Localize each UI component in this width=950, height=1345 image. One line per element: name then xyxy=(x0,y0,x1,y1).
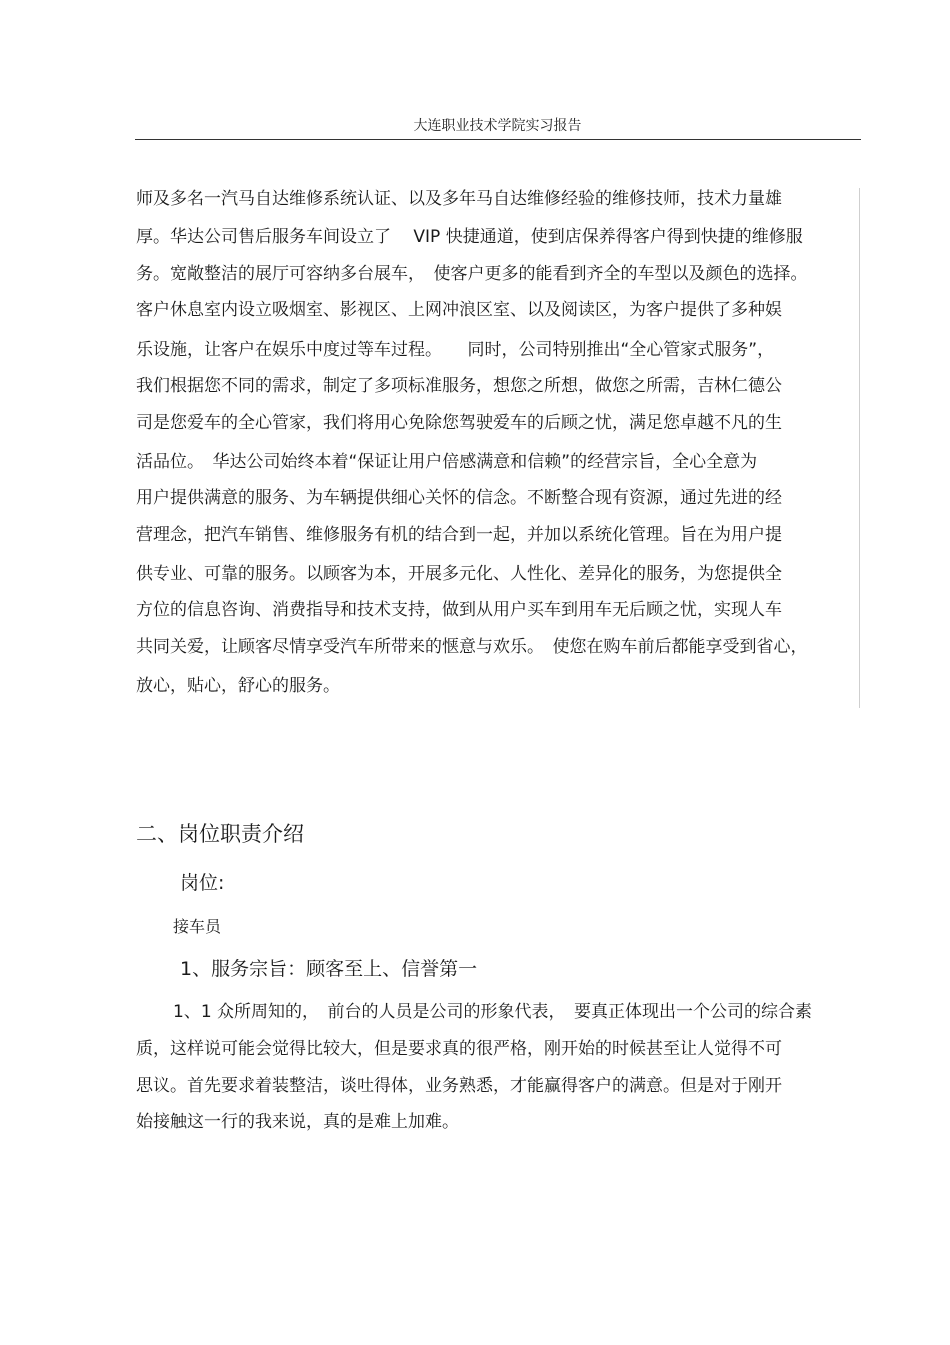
service-heading: 1、服务宗旨：顾客至上、信誉第一 xyxy=(180,958,478,980)
intro-line: 活品位。 华达公司始终本着“保证让用户倍感满意和信赖”的经营宗旨，全心全意为 xyxy=(136,452,758,472)
header-rule xyxy=(135,139,861,140)
intro-line: 客户休息室内设立吸烟室、影视区、上网冲浪区室、以及阅读区，为客户提供了多种娱 xyxy=(136,300,782,320)
intro-line: 师及多名一汽马自达维修系统认证、以及多年马自达维修经验的维修技师，技术力量雄 xyxy=(136,189,782,209)
section-paragraph-line: 始接触这一行的我来说，真的是难上加难。 xyxy=(136,1112,459,1132)
intro-line: 方位的信息咨询、消费指导和技术支持，做到从用户买车到用车无后顾之忧，实现人车 xyxy=(136,600,782,620)
intro-line: 营理念，把汽车销售、维修服务有机的结合到一起，并加以系统化管理。旨在为用户提 xyxy=(136,525,782,545)
intro-line: 共同关爱，让顾客尽情享受汽车所带来的惬意与欢乐。 使您在购车前后都能享受到省心， xyxy=(136,637,808,657)
post-label: 岗位: xyxy=(180,872,225,894)
margin-rule xyxy=(859,188,860,708)
report-header-title: 大连职业技术学院实习报告 xyxy=(413,118,582,134)
intro-line: 用户提供满意的服务、为车辆提供细心关怀的信念。不断整合现有资源，通过先进的经 xyxy=(136,488,782,508)
intro-line: 厚。华达公司售后服务车间设立了 VIP 快捷通道，使到店保养得客户得到快捷的维修服 xyxy=(136,227,803,247)
section-paragraph-line: 思议。首先要求着装整洁，谈吐得体，业务熟悉，才能赢得客户的满意。但是对于刚开 xyxy=(136,1076,782,1096)
intro-line: 放心，贴心，舒心的服务。 xyxy=(136,676,340,696)
section-paragraph-line: 1、1 众所周知的， 前台的人员是公司的形象代表， 要真正体现出一个公司的综合素 xyxy=(173,1002,813,1022)
intro-line: 我们根据您不同的需求，制定了多项标准服务，想您之所想，做您之所需，吉林仁德公 xyxy=(136,376,782,396)
intro-line: 司是您爱车的全心管家，我们将用心免除您驾驶爱车的后顾之忧，满足您卓越不凡的生 xyxy=(136,413,782,433)
post-name: 接车员 xyxy=(173,917,222,936)
intro-line: 乐设施，让客户在娱乐中度过等车过程。 同时，公司特别推出“全心管家式服务”， xyxy=(136,340,775,360)
section-paragraph-line: 质，这样说可能会觉得比较大，但是要求真的很严格，刚开始的时候甚至让人觉得不可 xyxy=(136,1039,782,1059)
intro-line: 供专业、可靠的服务。以顾客为本，开展多元化、人性化、差异化的服务，为您提供全 xyxy=(136,564,782,584)
intro-line: 务。宽敞整洁的展厅可容纳多台展车， 使客户更多的能看到齐全的车型以及颜色的选择。 xyxy=(136,264,808,284)
section-title: 二、岗位职责介绍 xyxy=(136,822,304,846)
